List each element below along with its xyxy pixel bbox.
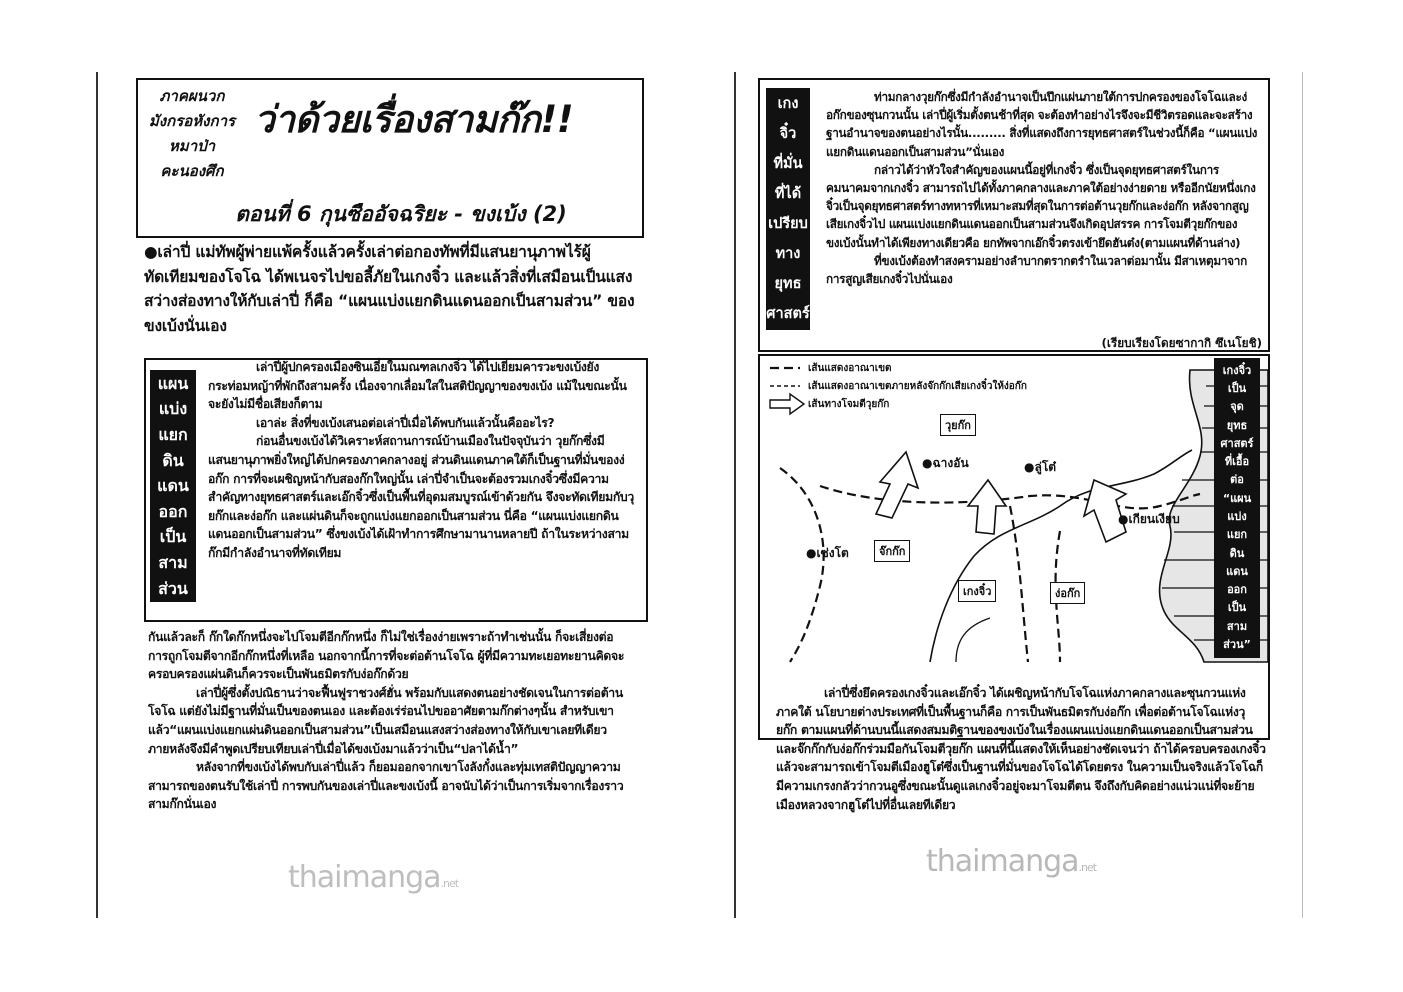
side-label-line: ดิน <box>1229 546 1245 560</box>
sidebar-line: แบ่ง <box>158 399 188 419</box>
side-label-line: แดน <box>1226 564 1248 578</box>
legend-item: เส้นแสดงอาณาเขตภายหลังจ๊กก๊กเสียเกงจิ๋วให้ง่อก๊ก <box>808 381 1027 392</box>
watermark <box>288 860 458 895</box>
legend-item: เส้นแสดงอาณาเขต <box>808 363 892 374</box>
side-label-line: สาม <box>1226 619 1248 633</box>
map-legend <box>808 360 1027 414</box>
sidebar-line: ยุทธ <box>774 276 802 292</box>
kicker-line: หมาป่า <box>168 137 216 155</box>
side-label-line: ยุทธ <box>1226 418 1248 432</box>
sidebar-line: แผน <box>157 373 189 393</box>
watermark-brand: thaimanga <box>288 860 441 895</box>
paragraph: ก่อนอื่นขงเบ้งได้วิเคราะห์สถานการณ์บ้านเมืองในปัจจุบันว่า วุยก๊กซึ่งมีแสนยานุภาพยิ่งใหญ่ได้ปกครองภาคกลางอยู่ ส่วนดินแดนภาคใต้ก็เป็นฐานที่มั่นของง่อก๊ก การที่จะเผชิญหน้ากับสองก๊กใหญ่นั้น เล่าปี่จำเป็นจะต้องรวมเกงจิ๋วซึ่งมีความสำคัญทางยุทธศาสตร์และเอ๊กจิ๋วซึ่งเป็นพื้นที่อุดมสมบูรณ์เข้าด้วยกัน จึงจะทัดเทียมกับวุยก๊กและง่อก๊ก และแผ่นดินก็จะถูกแบ่งแยกออกเป็นสามส่วน นี่คือ “แผนแบ่งแยกดินแดนออกเป็นสามส่วน” ซึ่งขงเบ้งได้เฝ้าทำการศึกษามานานหลายปี ถ้าในระหว่างสามก๊กมีกำลังอำนาจที่ทัดเทียม <box>208 434 634 560</box>
city-label: ●ลู่โต๋ <box>1024 460 1057 474</box>
map-side-label <box>1214 358 1260 658</box>
top-article-box <box>758 78 1270 352</box>
kicker-line: ภาคผนวก <box>159 87 225 105</box>
region-label: จ๊กก๊ก <box>874 540 910 562</box>
kicker-line: มังกรอหังการ <box>148 112 236 130</box>
side-label-line: ที่เอื้อ <box>1224 455 1250 469</box>
attack-arrow <box>968 480 1006 534</box>
header-title: ว่าด้วยเรื่องสามก๊ก!! <box>254 98 574 141</box>
sidebar-line: ส่วน <box>158 578 188 598</box>
intro-text: ●เล่าปี่ แม่ทัพผู้พ่ายแพ้ครั้งแล้วครั้งเล่าต่อกองทัพที่มีแสนยานุภาพไร้ผู้ทัดเทียมของโจโฉ ได้พเนจรไปขอลี้ภัยในเกงจิ๋ว และแล้วสิ่งที่เสมือนเป็นแสงสว่างส่องทางให้กับเล่าปี่ ก็คือ “แผนแบ่งแยกดินแดนออกเป็นสามส่วน” ของขงเบ้งนั่นเอง <box>144 243 635 335</box>
episode-title: ตอนที่ 6 กุนซืออัจฉริยะ - ขงเบ้ง (2) <box>235 202 567 226</box>
sidebar-line: เปรียบ <box>768 216 808 232</box>
boundary-line <box>820 486 1200 508</box>
region-label: เกงจิ๋ว <box>958 580 996 602</box>
header-kicker <box>144 84 240 184</box>
paragraph: หลังจากที่ขงเบ้งได้พบกับเล่าปี่แล้ว ก็ยอมออกจากเขาโงลังกั๋งและทุ่มเทสติปัญญาความสามารถของตนรับใช้เล่าปี่ การพบกันของเล่าปี่และขงเบ้งนี้ อาจนับได้ว่าเป็นการเริ่มจากเรื่องราวสามก๊กนั่นเอง <box>148 760 624 812</box>
side-label-line: ต่อ <box>1230 473 1244 487</box>
sidebar-line: ดิน <box>162 450 184 470</box>
boundary-line <box>780 468 824 662</box>
river <box>956 618 990 662</box>
article-box-text <box>208 358 638 563</box>
side-label-line: เป็น <box>1227 381 1247 395</box>
side-label-line: จุด <box>1230 400 1244 414</box>
watermark-suffix: .net <box>1078 861 1097 874</box>
region-label: ง่อก๊ก <box>1050 582 1085 604</box>
side-label-line: ศาสตร์ <box>1220 436 1254 450</box>
map-figure <box>758 354 1270 740</box>
region-label: วุยก๊ก <box>940 414 976 436</box>
paragraph: กันแล้วละก็ ก๊กใดก๊กหนึ่งจะไปโจมตีอีกก๊กหนึ่ง ก็ไม่ใช่เรื่องง่ายเพราะถ้าทำเช่นนั้น ก็จะเสี่ยงต่อการถูกโจมตีจากอีกก๊กหนึ่งที่เหลือ นอกจากนี้การที่จะต่อต้านโจโฉ ผู้ที่มีความทะเยอทะยานคิดจะครอบครองแผ่นดินก็ควรจะเป็นพันธมิตรกับง่อก๊กด้วย <box>148 630 625 682</box>
sidebar-line: ศาสตร์ <box>766 306 810 322</box>
side-label-line: ออก <box>1227 583 1247 597</box>
river <box>930 450 1192 662</box>
paragraph: ที่ขงเบ้งต้องทำสงครามอย่างลำบากตรากตรำในเวลาต่อมานั้น มีสาเหตุมาจากการสูญเสียเกงจิ๋วไปนั่นเอง <box>826 253 1247 287</box>
sidebar-line: แดน <box>157 476 189 496</box>
kicker-line: คะนองศึก <box>160 162 224 180</box>
article-box <box>144 358 648 622</box>
watermark-suffix: .net <box>440 877 459 890</box>
side-label-line: “แผน <box>1222 491 1252 505</box>
side-label-line: แยก <box>1226 528 1248 542</box>
paragraph: กล่าวได้ว่าหัวใจสำคัญของแผนนี้อยู่ที่เกงจิ๋ว ซึ่งเป็นจุดยุทธศาสตร์ในการคมนาคมจากเกงจิ๋ว สามารถไปได้ทั้งภาคกลางและภาคใต้อย่างง่ายดาย หรืออีกนัยหนึ่งเกงจิ๋วเป็นจุดยุทธศาสตร์ทางทหารที่เหมาะสมที่สุดในการต่อต้านวุยก๊กและง่อก๊ก หลังจากสูญเสียเกงจิ๋วไป แผนแบ่งแยกดินแดนออกเป็นสามส่วนจึงเกิดอุปสรรค การโจมตีวุยก๊กของขงเบ้งนั้นทำได้เพียงทางเดียวคือ ยกทัพจากเอ๊กจิ๋วตรงเข้ายึดฮันต๋ง(ตามแผนที่ด้านล่าง) <box>826 162 1256 250</box>
sidebar-line: เกง <box>777 96 799 112</box>
paragraph: ท่ามกลางวุยก๊กซึ่งมีกำลังอำนาจเป็นปึกแผ่นภายใต้การปกครองของโจโฉและง่อก๊กของซุนกวนนั้น เล่าปี่ผู้เริ่มตั้งตนช้าที่สุด จะต้องทำอย่างไรจึงจะมีชีวิตรอดและจะสร้างฐานอำนาจของตนอย่างไรนั้น......... สิ่งที่แสดงถึงการยุทธศาสตร์ในช่วงนี้ก็คือ “แผนแบ่งแยกดินแดนออกเป็นสามส่วน”นั่นเอง <box>826 90 1258 159</box>
credit-line: (เรียบเรียงโดยซากากิ ซึเนโยชิ) <box>1101 336 1262 350</box>
legend-item: เส้นทางโจมตีวุยก๊ก <box>808 399 890 410</box>
paragraph: เล่าปี่ซึ่งยึดครองเกงจิ๋วและเอ๊กจิ๋ว ได้เผชิญหน้ากับโจโฉแห่งภาคกลางและซุนกวนแห่งภาคใต้ นโยบายต่างประเทศที่เป็นพื้นฐานก็คือ การเป็นพันธมิตรกับง่อก๊ก เพื่อต่อต้านโจโฉแห่งวุยก๊ก ตามแผนที่ด้านบนนี้แสดงสมมติฐานของขงเบ้งในเรื่องแผนแบ่งแยกดินแดนออกเป็นสามส่วน และจ๊กก๊กกับง่อก๊กร่วมมือกันโจมตีวุยก๊ก แผนที่นี้แสดงให้เห็นอย่างชัดเจนว่า ถ้าได้ครอบครองเกงจิ๋วแล้วจะสามารถเข้าโจมตีเมืองฮูโต๋ซึ่งเป็นฐานที่มั่นของโจโฉได้โดยตรง ในความเป็นจริงแล้วโจโฉก็มีความเกรงกลัวว่ากวนอูซึ่งขณะนั้นดูแลเกงจิ๋วอยู่จะมาโจมตีตน จึงถึงกับคิดอย่างแน่วแน่ที่จะย้ายเมืองหลวงจากฮูโต๋ไปที่อื่นเลยทีเดียว <box>776 686 1266 812</box>
sidebar-vertical-label <box>766 88 810 330</box>
paragraph: เอาล่ะ สิ่งที่ขงเบ้งเสนอต่อเล่าปี่เมื่อได้พบกันแล้วนั้นคืออะไร? <box>256 415 555 430</box>
bottom-text <box>776 684 1266 814</box>
side-label-line: เป็น <box>1227 601 1247 615</box>
sidebar-line: ที่ได้ <box>774 186 802 202</box>
city-label: ●เกียนเงียบ <box>1118 512 1180 526</box>
sidebar-line: เป็น <box>159 527 187 547</box>
watermark-brand: thaimanga <box>926 844 1079 879</box>
side-label-line: แบ่ง <box>1227 510 1247 523</box>
watermark <box>926 844 1096 879</box>
sidebar-line: จิ๋ว <box>779 126 797 142</box>
paragraph: เล่าปี่ผู้ซึ่งตั้งปณิธานว่าจะฟื้นฟูราชวงศ์ฮั่น พร้อมกับแสดงตนอย่างชัดเจนในการต่อต้านโจโฉ แต่ยังไม่มีฐานที่มั่นเป็นของตนเอง และต้องเร่ร่อนไปขออาศัยตามก๊กต่างๆนั้น สำหรับเขาแล้ว“แผนแบ่งแยกแผ่นดินออกเป็นสามส่วน”เป็นเสมือนแสงสว่างส่องทางให้กับเขาเลยทีเดียว ภายหลังจึงมีคำพูดเปรียบเทียบเล่าปี่เมื่อได้ขงเบ้งมาแล้วว่าเป็น“ปลาได้น้ำ” <box>148 685 623 756</box>
right-page <box>734 72 1303 918</box>
city-label: ●ฉางอัน <box>922 456 969 470</box>
left-page <box>96 72 674 918</box>
sidebar-line: ออก <box>158 501 188 521</box>
side-label-line: เกงจิ๋ว <box>1222 363 1252 377</box>
sidebar-line: แยก <box>158 425 188 445</box>
header-box <box>136 78 644 238</box>
side-label-line: ส่วน” <box>1223 638 1251 652</box>
sidebar-vertical-label <box>150 370 196 602</box>
sidebar-line: ทาง <box>775 246 801 262</box>
sidebar-line: สาม <box>158 552 188 572</box>
legend-arrow-sample <box>770 394 804 414</box>
top-article-text <box>826 88 1260 288</box>
sidebar-line: ที่มั่น <box>773 156 803 172</box>
paragraph: เล่าปี่ผู้ปกครองเมืองซินเอี๋ยในมณฑลเกงจิ๋ว ได้ไปเยี่ยมคารวะขงเบ้งยังกระท่อมหญ้าที่พักถึงสามครั้ง เนื่องจากเลื่อมใสในสติปัญญาของขงเบ้ง แม้ในขณะนั้นจะยังไม่มีชื่อเสียงก็ตาม <box>208 360 627 412</box>
city-label: ●เซ่งโต <box>806 546 849 560</box>
article-continued-text <box>148 628 626 814</box>
attack-arrow <box>876 452 918 518</box>
